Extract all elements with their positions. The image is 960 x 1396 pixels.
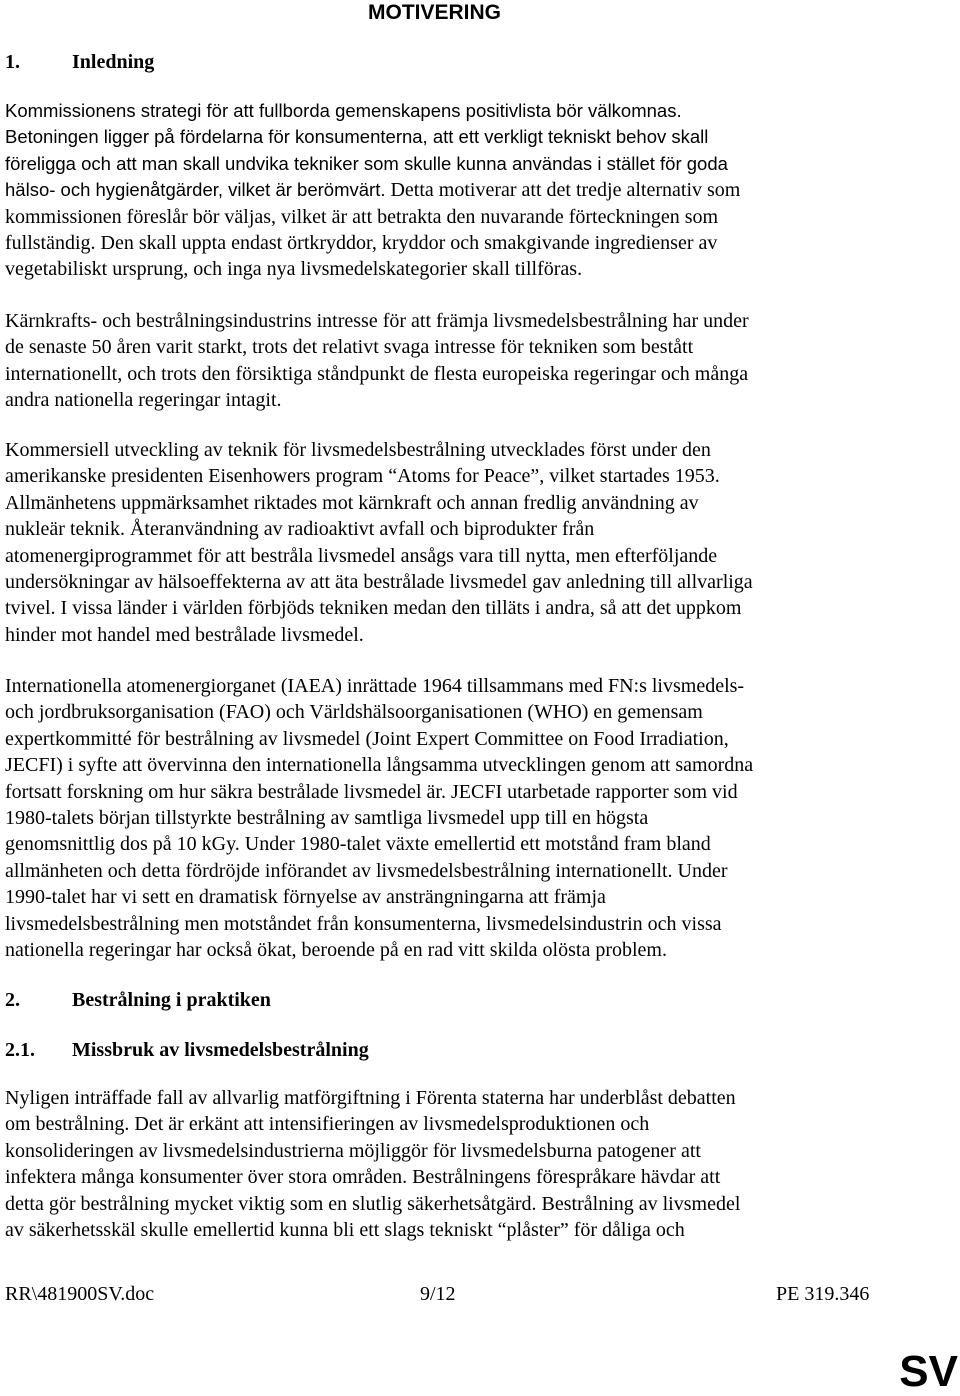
text-line: undersökningar av hälsoeffekterna av att äta bestrålade livsmedel gav anledning till allvarliga	[5, 571, 753, 594]
text-line: Kärnkrafts- och bestrålningsindustrins intresse för att främja livsmedelsbestrålning har under	[5, 310, 749, 332]
footer-doc-name: RR\481900SV.doc	[5, 1283, 155, 1305]
footer-page-number: 9/12	[420, 1283, 456, 1305]
text-line: kommissionen föreslår bör väljas, vilket är att betrakta den nuvarande förteckningen som	[5, 205, 719, 228]
paragraph-intro	[5, 98, 905, 283]
paragraph-nuclear-industry	[5, 308, 905, 414]
text-line: konsolideringen av livsmedelsindustrierna möjliggör för livsmedelsburna patogener att	[5, 1139, 701, 1162]
text-line: JECFI) i syfte att övervinna den internationella långsamma utvecklingen genom att samordna	[5, 754, 754, 777]
text-line: vegetabiliskt ursprung, och inga nya livsmedelskategorier skall tillföras.	[5, 258, 583, 281]
text-line: livsmedelsbestrålning men motståndet från konsumenterna, livsmedelsindustrin och vissa	[5, 912, 722, 935]
text-line: om bestrålning. Det är erkänt att intensifieringen av livsmedelsproduktionen och	[5, 1113, 650, 1136]
section-title: Missbruk av livsmedelsbestrålning	[72, 1039, 369, 1061]
text-line: Allmänhetens uppmärksamhet riktades mot kärnkraft och annan fredlig användning av	[5, 491, 699, 514]
section-title: Inledning	[72, 51, 155, 73]
text-line: hälso- och hygienåtgärder, vilket är berömvärt. Detta motiverar att det tredje alternativ som	[5, 179, 741, 202]
section-heading-2	[5, 987, 271, 1013]
text-line: och jordbruksorganisation (FAO) och Världshälsoorganisationen (WHO) en gemensam	[5, 701, 703, 724]
text-line: av säkerhetsskäl skulle emellertid kunna bli ett slags tekniskt “plåster” för dåliga och	[5, 1219, 685, 1242]
paragraph-commercial-development	[5, 437, 905, 648]
text-line: nationella regeringar har också ökat, beroende på en rad vitt skilda olösta problem.	[5, 939, 667, 962]
text-line: Betoningen ligger på fördelarna för konsumenterna, att ett verkligt tekniskt behov skall	[5, 126, 709, 148]
text-line: tvivel. I vissa länder i världen förbjöds tekniken medan den tilläts i andra, så att det uppkom	[5, 597, 742, 620]
section-number: 1.	[5, 51, 20, 73]
text-line: hinder mot handel med bestrålade livsmedel.	[5, 623, 364, 646]
section-heading-2-1	[5, 1037, 369, 1063]
text-line: detta gör bestrålning mycket viktig som en slutlig säkerhetsåtgärd. Bestrålning av livsmedel	[5, 1192, 741, 1215]
section-number: 2.1.	[5, 1039, 35, 1061]
text-line: Kommersiell utveckling av teknik för livsmedelsbestrålning utvecklades först under den	[5, 439, 711, 461]
section-title: Bestrålning i praktiken	[72, 989, 271, 1011]
text-line: infektera många konsumenter över stora områden. Bestrålningens förespråkare hävdar att	[5, 1166, 721, 1189]
page-title: MOTIVERING	[368, 1, 502, 24]
text-line: andra nationella regeringar intagit.	[5, 389, 282, 412]
text-line: atomenergiprogrammet för att bestråla livsmedel ansågs vara till nytta, men efterföljande	[5, 544, 718, 567]
text-line: de senaste 50 åren varit starkt, trots det relativt svaga intresse för tekniken som bestått	[5, 336, 694, 359]
text-line: amerikanske presidenten Eisenhowers program “Atoms for Peace”, vilket startades 1953.	[5, 465, 720, 488]
text-line: allmänheten och detta fördröjde införandet av livsmedelsbestrålning internationellt. Under	[5, 859, 728, 882]
text-line: 1980-talets början tillstyrkte bestrålning av samtliga livsmedel upp till en högsta	[5, 807, 649, 830]
paragraph-misuse	[5, 1085, 905, 1243]
paragraph-iaea	[5, 673, 905, 963]
section-number: 2.	[5, 989, 20, 1011]
section-heading-1	[5, 49, 154, 75]
text-line: föreligga och att man skall undvika tekniker som skulle kunna användas i stället för goda	[5, 152, 728, 174]
text-line: genomsnittlig dos på 10 kGy. Under 1980-talet växte emellertid ett motstånd fram bland	[5, 833, 711, 856]
text-line: fullständig. Den skall uppta endast örtkryddor, kryddor och smakgivande ingredienser av	[5, 232, 718, 255]
text-line: fortsatt forskning om hur säkra bestrålade livsmedel är. JECFI utarbetade rapporter som vid	[5, 780, 738, 803]
language-badge: SV	[899, 1347, 958, 1396]
text-line: nukleär teknik. Återanvändning av radioaktivt avfall och biprodukter från	[5, 518, 595, 541]
text-line: internationellt, och trots den försiktiga ståndpunkt de flesta europeiska regeringar och många	[5, 362, 749, 385]
text-line: expertkommitté för bestrålning av livsmedel (Joint Expert Committee on Food Irradiation,	[5, 727, 729, 750]
text-line: Kommissionens strategi för att fullborda gemenskapens positivlista bör välkomnas.	[5, 100, 682, 121]
footer-reference: PE 319.346	[776, 1283, 870, 1305]
text-line: Internationella atomenergiorganet (IAEA) inrättade 1964 tillsammans med FN:s livsmedels-	[5, 675, 745, 697]
text-line: Nyligen inträffade fall av allvarlig matförgiftning i Förenta staterna har underblåst debatten	[5, 1087, 736, 1109]
text-line: 1990-talet har vi sett en dramatisk förnyelse av ansträngningarna att främja	[5, 886, 606, 909]
